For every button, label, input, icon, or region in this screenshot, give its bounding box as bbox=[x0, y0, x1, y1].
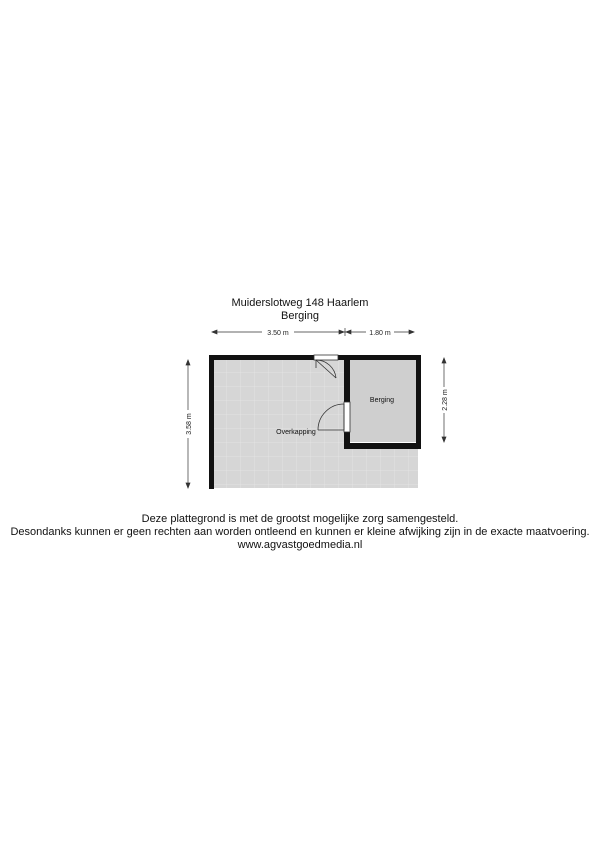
disclaimer-line-2: Desondanks kunnen er geen rechten aan worden ontleend en kunnen er kleine afwijking zijn in de exacte maatvoering. bbox=[10, 526, 590, 538]
dimension-label-width-berging: 1.80 m bbox=[369, 330, 391, 337]
dimension-label-width-overkapping: 3.50 m bbox=[267, 330, 289, 337]
dimension-label-height-berging: 2.28 m bbox=[442, 389, 449, 411]
plan-floor-name: Berging bbox=[281, 310, 319, 322]
room-label-berging: Berging bbox=[369, 397, 395, 404]
website-link[interactable]: www.agvastgoedmedia.nl bbox=[237, 539, 363, 551]
disclaimer-line-1: Deze plattegrond is met de grootst mogelijke zorg samengesteld. bbox=[141, 513, 459, 525]
plan-address: Muiderslotweg 148 Haarlem bbox=[231, 297, 369, 309]
dimension-label-height-overkapping: 3.58 m bbox=[186, 413, 193, 435]
room-label-overkapping: Overkapping bbox=[276, 429, 316, 436]
